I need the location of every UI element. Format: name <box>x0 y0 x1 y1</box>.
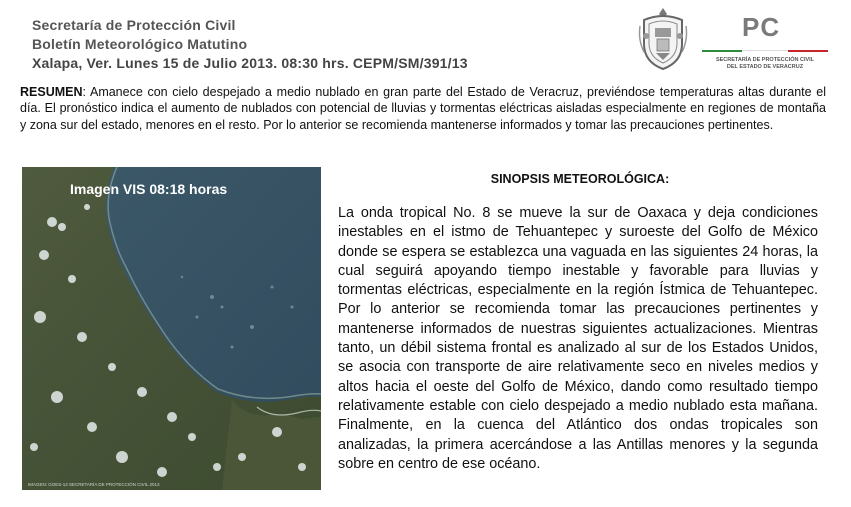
logo-stripe-green <box>702 50 742 52</box>
satellite-image <box>22 167 321 490</box>
proteccion-civil-logo <box>700 10 830 76</box>
bulletin-header <box>32 16 592 73</box>
satellite-image-caption: Imagen VIS 08:18 horas <box>70 181 228 197</box>
summary-paragraph <box>20 84 826 133</box>
bulletin-date-reference: Xalapa, Ver. Lunes 15 de Julio 2013. 08:30 hrs. CEPM/SM/391/13 <box>32 55 468 71</box>
satellite-image-credit: IMAGEN: GOES-13 SECRETARÍA DE PROTECCIÓN CIVIL 2013 <box>28 482 160 487</box>
synopsis-body: La onda tropical No. 8 se mueve la sur de Oaxaca y deja condiciones inestables en el istmo de Tehuantepec y suroeste del Golfo de México donde se espera se establezca una vaguada en las siguientes 24 horas, la cual seguirá apoyando tiempo inestable y favorable para lluvias y tormentas eléctricas, especialmente en la región Ístmica de Tehuantepec. Por lo anterior se recomienda tomar las precauciones pertinentes y mantenerse informados de nuestras siguientes actualizaciones. Mientras tanto, un débil sistema frontal es analizado al sur de los Estados Unidos, se asocia con transporte de aire relativamente seco en niveles medios y altos hacia el oeste del Golfo de México, dando como resultado tiempo relativamente estable con cielo despejado a medio nublado esta mañana. Finalmente, en la cuenca del Atlántico dos ondas tropicales son analizadas, la primera acercándose a las Antillas menores y la segunda sobre en centro de ese océano. <box>338 205 818 472</box>
logo-stripe-white <box>742 50 788 52</box>
logo-subtitle-line1: SECRETARÍA DE PROTECCIÓN CIVIL <box>715 57 815 63</box>
agency-name: Secretaría de Protección Civil <box>32 17 236 33</box>
summary-text: : Amanece con cielo despejado a medio nublado en gran parte del Estado de Veracruz, previéndose temperaturas altas durante el día. El pronóstico indica el aumento de nublados con potencial de lluvias y tormentas eléctricas aisladas especialmente en regiones de montaña y zona sur del estado, menores en el resto. Por lo anterior se recomienda mantenerse informados y tomar las precauciones pertinentes. <box>20 85 826 132</box>
pc-logo-subtitle <box>700 57 830 71</box>
summary-label: RESUMEN <box>20 85 83 99</box>
synopsis-title: SINOPSIS METEOROLÓGICA: <box>490 172 670 186</box>
veracruz-coat-of-arms-icon <box>636 6 690 72</box>
logo-stripe-red <box>788 50 828 52</box>
bulletin-title: Boletín Meteorológico Matutino <box>32 36 248 52</box>
logo-subtitle-line2: DEL ESTADO DE VERACRUZ <box>726 64 804 70</box>
pc-logo-letters: PC <box>742 12 781 42</box>
